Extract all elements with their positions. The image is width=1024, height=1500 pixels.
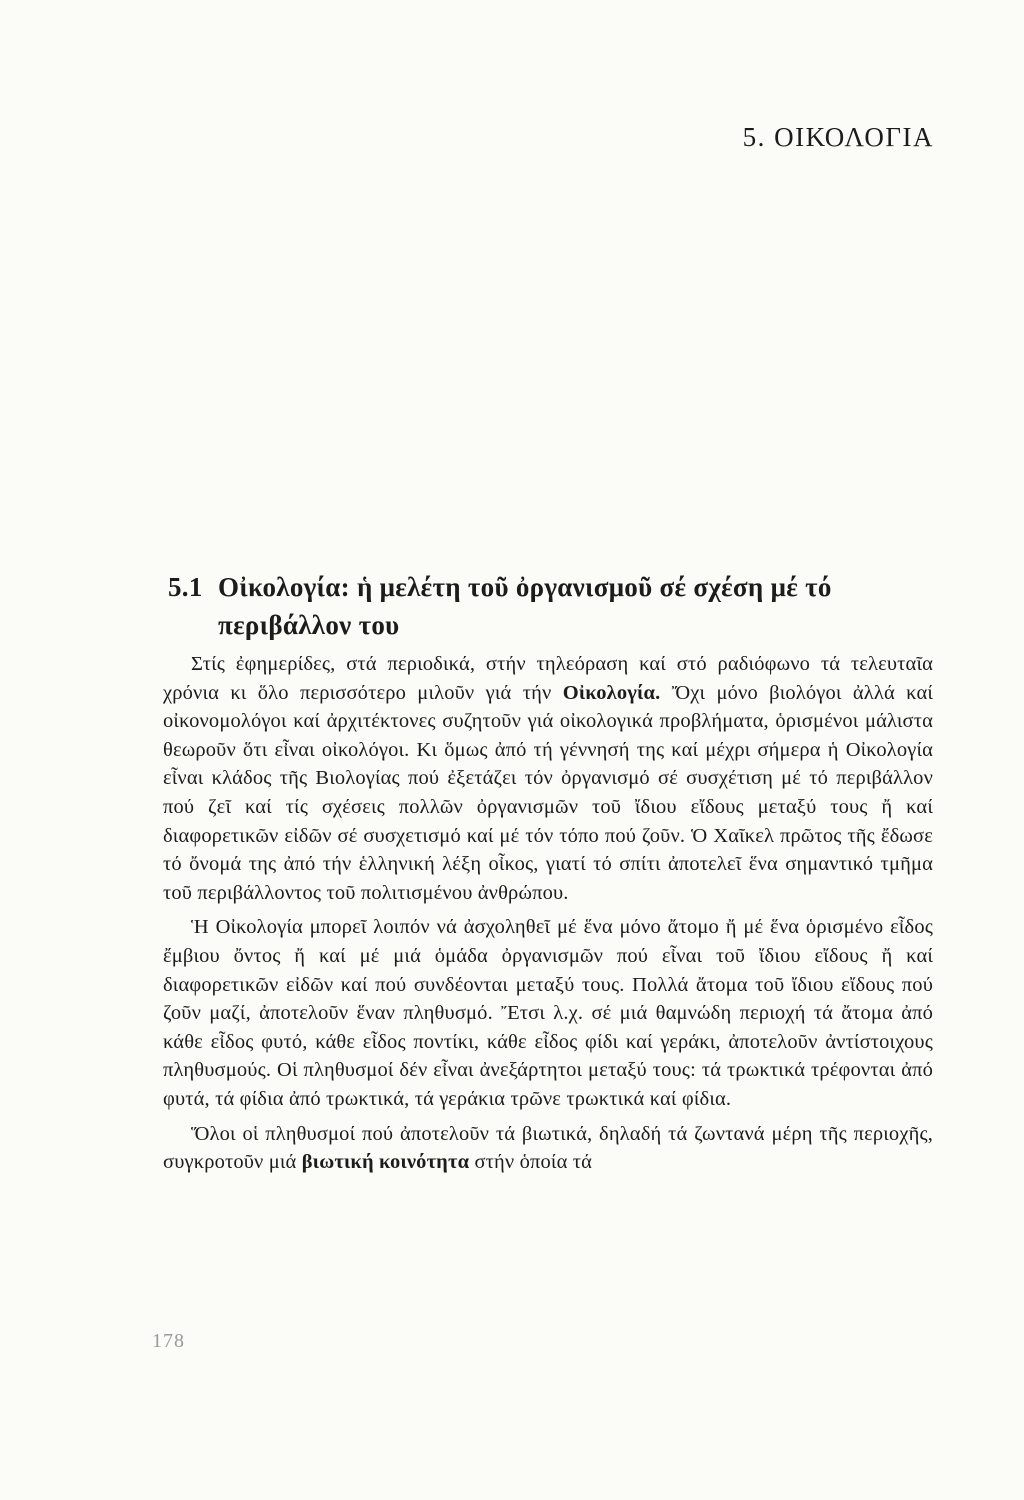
section-number: 5.1: [168, 572, 203, 602]
paragraph-1-start: Στίς ἐφημερίδες, στά περιοδικά, στήν τηλεόραση καί στό ραδιόφωνο τά τελευταῖα χρόνια κι ὅλο περισσότερο μιλοῦν γιά τήν: [163, 653, 933, 704]
paragraph-1: [163, 650, 933, 907]
section-title: Οἰκολογία: ἡ μελέτη τοῦ ὀργανισμοῦ σέ σχέση μέ τό περιβάλλον του: [218, 572, 832, 640]
section-heading: [168, 568, 958, 644]
page-number: 178: [152, 1330, 185, 1352]
paragraph-3: [163, 1120, 933, 1177]
paragraph-2: Ἡ Οἰκολογία μπορεῖ λοιπόν νά ἀσχοληθεῖ μέ ἕνα μόνο ἄτομο ἤ μέ ἕνα ὁρισμένο εἶδος ἔμβιου ὄντος ἤ καί μέ μιά ὁμάδα ὀργανισμῶν πού εἶναι τοῦ ἴδιου εἴδους ἤ καί διαφορετικῶν εἰδῶν καί πού συνδέονται μεταξύ τους. Πολλά ἄτομα τοῦ ἴδιου εἴδους πού ζοῦν μαζί, ἀποτελοῦν ἕναν πληθυσμό. Ἔτσι λ.χ. σέ μιά θαμνώδη περιοχή τά ἄτομα ἀπό κάθε εἶδος φυτό, κάθε εἶδος ποντίκι, κάθε εἶδος φίδι καί γεράκι, ἀποτελοῦν ἀντίστοιχους πληθυσμούς. Οἱ πληθυσμοί δέν εἶναι ἀνεξάρτητοι μεταξύ τους: τά τρωκτικά τρέφονται ἀπό φυτά, τά φίδια ἀπό τρωκτικά, τά γεράκια τρῶνε τρωκτικά καί φίδια.: [163, 916, 933, 1110]
body-text: [163, 650, 933, 1183]
paragraph-3-start: Ὅλοι οἱ πληθυσμοί πού ἀποτελοῦν τά βιωτικά, δηλαδή τά ζωντανά μέρη τῆς περιοχῆς, συγκροτοῦν μιά: [163, 1122, 933, 1174]
paragraph-3-bold-term: βιωτική κοινότητα: [301, 1151, 470, 1174]
chapter-title: 5. ΟΙΚΟΛΟΓΙΑ: [742, 122, 934, 152]
paragraph-1-rest: Ὄχι μόνο βιολόγοι ἀλλά καί οἰκονομολόγοι καί ἀρχιτέκτονες συζητοῦν γιά οἰκολογικά προβλήματα, ὁρισμένοι μάλιστα θεωροῦν ὅτι εἶναι οἰκολόγοι. Κι ὅμως ἀπό τή γέννησή της καί μέχρι σήμερα ἡ Οἰκολογία εἶναι κλάδος τῆς Βιολογίας πού ἐξετάζει τόν ὀργανισμό σέ συσχέτιση μέ τό περιβάλλον πού ζεῖ καί τίς σχέσεις πολλῶν ὀργανισμῶν τοῦ ἴδιου εἴδους μεταξύ τους ἤ καί διαφορετικῶν εἰδῶν σέ συσχετισμό καί μέ τόν τόπο πού ζοῦν. Ὁ Χαῖκελ πρῶτος τῆς ἔδωσε τό ὄνομά της ἀπό τήν ἑλληνική λέξη οἶκος, γιατί τό σπίτι ἀποτελεῖ ἕνα σημαντικό τμῆμα τοῦ περιβάλλοντος τοῦ πολιτισμένου ἀνθρώπου.: [163, 681, 934, 904]
paragraph-3-rest: στήν ὁποία τά: [469, 1151, 593, 1174]
paragraph-1-bold-term: Οἰκολογία.: [562, 681, 661, 704]
